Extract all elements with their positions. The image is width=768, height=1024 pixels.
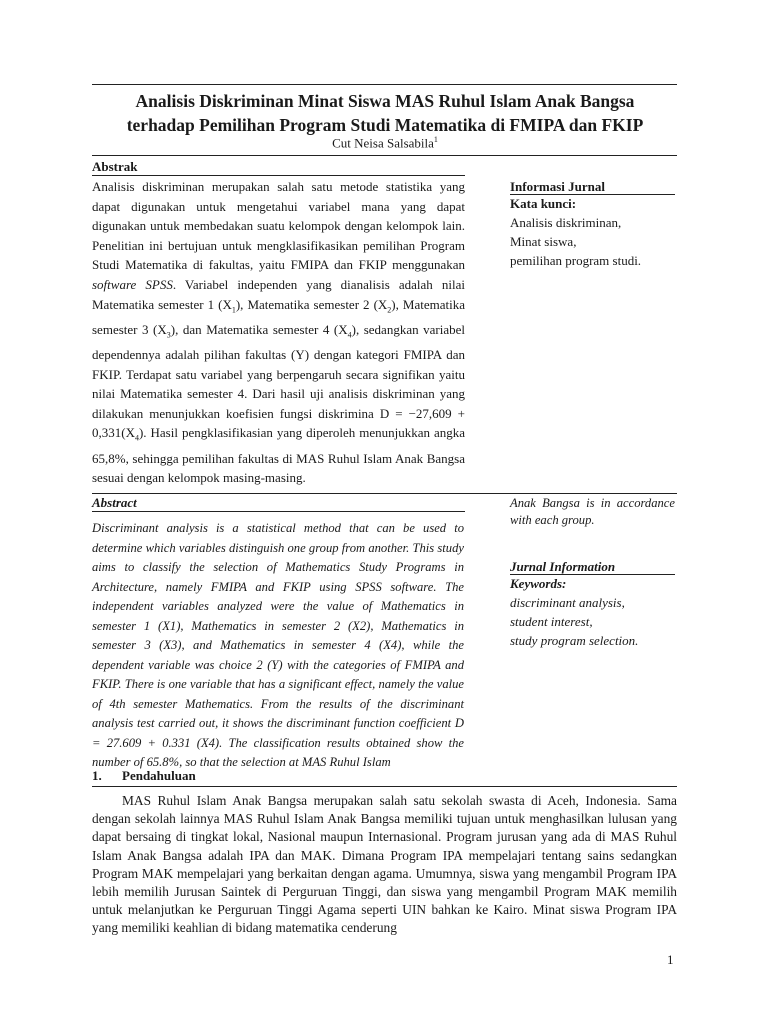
section-number: 1. (92, 768, 102, 783)
abstrak-under-rule (92, 175, 465, 176)
top-rule (92, 84, 677, 85)
section-rule (92, 786, 677, 787)
paper-title-line1: Analisis Diskriminan Minat Siswa MAS Ruhul Islam Anak Bangsa (135, 91, 635, 111)
keyword-item: study program selection. (510, 633, 639, 648)
kata-kunci-block (510, 194, 675, 270)
abstrak-heading: Abstrak (92, 159, 138, 174)
page-number: 1 (667, 952, 674, 967)
section-body: MAS Ruhul Islam Anak Bangsa merupakan salah satu sekolah swasta di Aceh, Indonesia. Sama dengan sekolah lainnya MAS Ruhul Islam Anak Bangsa memiliki tujuan untuk menghasilkan lulusan yang dapat bersaing di tingkat lokal, Nasional maupun Internasional. Program jurusan yang ada di MAS Ruhul Islam Anak Bangsa adalah IPA dan MAK. Dimana Program IPA mempelajari tentang sains sedangkan Program MAK mempelajari yang berkaitan dengan agama. Umumnya, siswa yang mengambil Program IPA lebih memilih Jurusan Saintek di Perguruan Tinggi, dan siswa yang mengambil Program MAK memilih untuk melanjutkan ke Perguruan Tinggi Agama seperti UIN bahkan ke Kairo. Minat siswa Program IPA yang memiliki keahlian di bidang matematika cenderung (92, 793, 677, 936)
jurnal-information-heading: Jurnal Information (510, 559, 616, 574)
abstract-top-rule (92, 493, 677, 494)
kata-kunci-heading: Kata kunci: (510, 196, 577, 211)
author-name (90, 135, 680, 151)
keyword-item: Analisis diskriminan, (510, 215, 622, 230)
abstract-body: Discriminant analysis is a statistical method that can be used to determine which variables distinguish one group from another. This study aims to classify the selection of Mathematics Study Programs in Architecture, namely FMIPA and FKIP using SPSS software. The independent variables analyzed were the value of Mathematics in semester 1 (X1), Mathematics in semester 2 (X2), Mathematics in semester 3 (X3), and Mathematics in semester 4 (X4), while the dependent variable was choice 2 (Y) with the categories of FMIPA and FKIP. There is one variable that has a significant effect, namely the value of 4th semester Mathematics. From the results of the discriminant analysis test carried out, it shows the discriminant function coefficient D = 27.609 + 0.331 (X4). The classification results obtained show the number of 65.8%, so that the selection at MAS Ruhul Islam (92, 521, 464, 769)
paper-title-line2: terhadap Pemilihan Program Studi Matematika di FMIPA dan FKIP (126, 115, 644, 135)
abstract-under-rule (92, 511, 465, 512)
abstrak-top-rule (92, 155, 677, 156)
keywords-heading: Keywords: (510, 576, 567, 591)
keyword-item: student interest, (510, 614, 593, 629)
keyword-item: discriminant analysis, (510, 595, 625, 610)
info-jurnal-heading: Informasi Jurnal (510, 179, 605, 194)
section-title: Pendahuluan (122, 768, 196, 783)
section-heading (92, 768, 196, 784)
keyword-item: Minat siswa, (510, 234, 577, 249)
author-affiliation-mark: 1 (433, 135, 438, 144)
keywords-block (510, 574, 675, 650)
abstract-continuation: Anak Bangsa is in accordance with each group. (510, 496, 675, 527)
abstrak-body: Analisis diskriminan merupakan salah satu metode statistika yang dapat digunakan untuk mengetahui variabel mana yang dapat digunakan untuk membedakan suatu kelompok dengan kelompok lain. Penelitian ini bertujuan untuk mengklasifikasikan pemilihan Program Studi Matematika di fakultas, yaitu FMIPA dan FKIP menggunakan software SPSS. Variabel independen yang dianalisis adalah nilai Matematika semester 1 $(X_1)$, Matematika semester 2 $(X_2)$, Matematika semester 3 $(X_3)$, dan Matematika semester 4 $(X_4)$, sedangkan variabel dependennya adalah pilihan fakultas (Y) dengan kategori FMIPA dan FKIP. Terdapat satu variabel yang berpengaruh secara signifikan yaitu nilai Matematika semester 4. Dari hasil uji analisis diskriminan yang dilakukan menunjukkan koefisien fungsi diskrimina $D = -27,609 + 0,331(X_4)$. Hasil pengklasifikasian yang diperoleh menunjukkan angka 65,8%, sehingga pemilihan fakultas di MAS Ruhul Islam Anak Bangsa sesuai dengan kelompok masing-masing. (92, 179, 465, 486)
author-text: Cut Neisa Salsabila (332, 135, 434, 151)
abstract-heading: Abstract (92, 495, 137, 510)
keyword-item: pemilihan program studi. (510, 253, 642, 268)
